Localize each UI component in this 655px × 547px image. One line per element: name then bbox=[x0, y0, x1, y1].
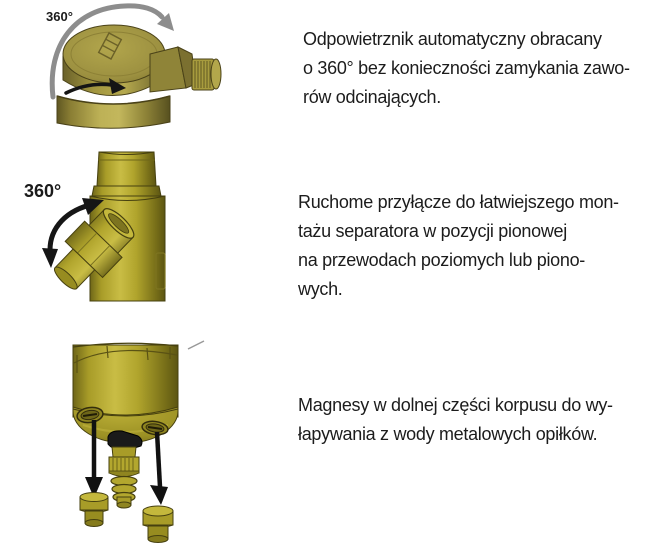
magnet-plug-right bbox=[143, 506, 173, 543]
description-line: łapywania z wody metalowych opiłków. bbox=[298, 424, 598, 444]
air-vent-body bbox=[57, 25, 221, 128]
rotation-degree-label: 360° bbox=[24, 181, 62, 201]
movable-connection-illustration bbox=[10, 148, 240, 308]
rotation-degree-label: 360° bbox=[46, 9, 73, 24]
feature-description-magnets bbox=[298, 391, 613, 449]
feature-description-air-vent bbox=[303, 25, 630, 112]
description-line: na przewodach poziomych lub piono- bbox=[298, 250, 585, 270]
feature-description-connection bbox=[298, 188, 619, 304]
drain-valve bbox=[108, 431, 142, 508]
description-line: o 360° bez konieczności zamykania zawo- bbox=[303, 58, 630, 78]
magnet-arrow-right-icon bbox=[150, 432, 168, 505]
bottom-magnets-illustration bbox=[50, 333, 260, 547]
description-line: Odpowietrznik automatyczny obracany bbox=[303, 29, 602, 49]
magnet-plug-left bbox=[80, 493, 108, 527]
description-line: tażu separatora w pozycji pionowej bbox=[298, 221, 567, 241]
description-line: wych. bbox=[298, 279, 343, 299]
description-line: Magnesy w dolnej części korpusu do wy- bbox=[298, 395, 613, 415]
description-line: Ruchome przyłącze do łatwiejszego mon- bbox=[298, 192, 619, 212]
hose-barb bbox=[111, 477, 137, 509]
description-line: rów odcinających. bbox=[303, 87, 441, 107]
side-nozzle bbox=[150, 47, 221, 92]
